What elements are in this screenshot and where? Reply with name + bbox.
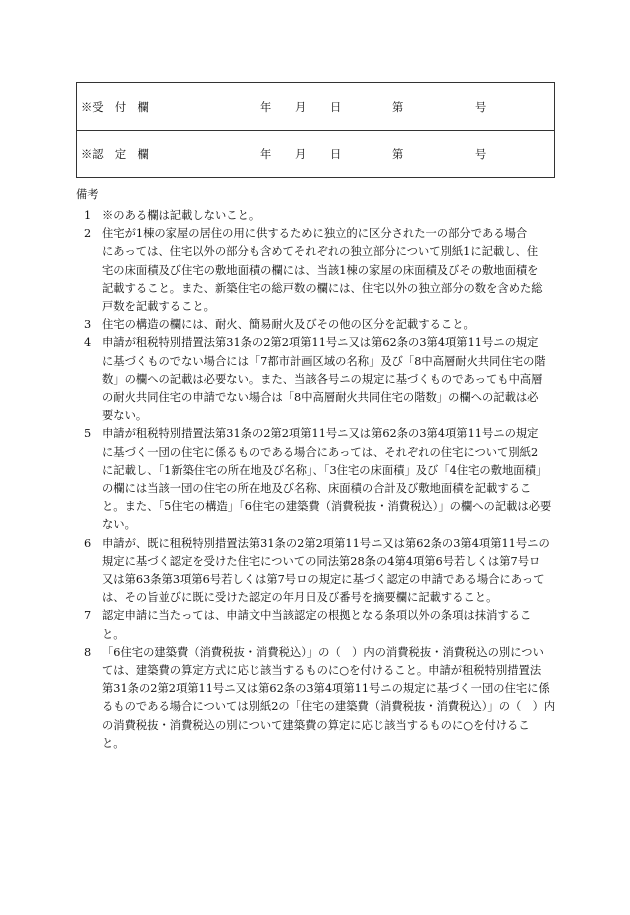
certification-row	[77, 130, 554, 177]
certification-label: ※認 定 欄	[81, 148, 149, 161]
year-label: 年	[260, 100, 272, 114]
number-suffix-label: 号	[475, 148, 487, 161]
day-label: 日	[330, 100, 342, 114]
remark-text: 申請が租税特別措置法第31条の2第2項第11号ニ又は第62条の3第4項第11号ニの規定 に基づくものでない場合には「7都市計画区域の名称」及び「8中高層耐火共同住宅の階 数」の欄への記載は必要ない。また、当該各号ニの規定に基づくものであっても中高層 の耐火共同住宅の申請でない場合は「8中高層耐火共同住宅の階数」の欄への記載は必 要ない。	[102, 336, 546, 423]
reception-label: ※受 付 欄	[81, 100, 149, 114]
remarks-list	[84, 207, 559, 753]
remark-number: 5	[84, 427, 92, 441]
remark-number: 4	[84, 336, 92, 350]
number-suffix-label: 号	[475, 100, 487, 114]
remark-number: 3	[84, 318, 92, 332]
month-label: 月	[295, 100, 307, 114]
remark-item	[84, 334, 559, 425]
remark-item	[84, 316, 559, 334]
year-label: 年	[260, 148, 272, 161]
remarks-title: 備考	[76, 188, 99, 201]
day-label: 日	[330, 148, 342, 161]
remark-item	[84, 535, 559, 608]
remark-item	[84, 225, 559, 316]
number-prefix-label: 第	[392, 100, 404, 114]
remark-text: ※のある欄は記載しないこと。	[102, 209, 261, 222]
remark-text: 「6住宅の建築費（消費税抜・消費税込）」の（ ）内の消費税抜・消費税込の別につい ては、建築費の算定方式に応じ該当するものに○を付けること。申請が租税特別措置法 第31条の2第2項第11号ニ又は第62条の3第4項第11号ニの規定に基づく一団の住宅に係 るものである場合については別紙2の「住宅の建築費（消費税抜・消費税込）」の（ ）内 の消費税抜・消費税込の別について建築費の算定に応じ該当するものに○を付けるこ と。	[102, 645, 556, 750]
remark-item	[84, 607, 559, 643]
reception-row	[77, 83, 554, 130]
remark-item	[84, 644, 559, 753]
remark-item	[84, 207, 559, 225]
remark-text: 住宅の構造の欄には、耐火、簡易耐火及びその他の区分を記載すること。	[102, 318, 475, 332]
remark-text: 住宅が1棟の家屋の居住の用に供するために独立的に区分された一の部分である場合 にあっては、住宅以外の部分も含めてそれぞれの独立部分について別紙1に記載し、住 宅の床面積及び住宅の敷地面積の欄には、当該1棟の家屋の床面積及びその敷地面積を 記載すること。また、新築住宅の総戸数の欄には、住宅以外の独立部分の数を含めた総 戸数を記載すること。	[102, 227, 543, 314]
remark-number: 6	[84, 536, 92, 550]
month-label: 月	[295, 148, 307, 161]
remark-number: 2	[84, 227, 92, 241]
reception-certification-table	[76, 82, 555, 178]
remark-number: 8	[84, 645, 92, 659]
remark-text: 認定申請に当たっては、申請文中当該認定の根拠となる条項以外の条項は抹消するこ と。	[102, 609, 532, 641]
remark-number: 7	[84, 609, 92, 623]
remark-text: 申請が、既に租税特別措置法第31条の2第2項第11号ニ又は第62条の3第4項第11号ニの 規定に基づく認定を受けた住宅についての同法第28条の4第4項第6号若しくは第7号ロ 又は第63条第3項第6号若しくは第7号ロの規定に基づく認定の申請である場合にあって は、その旨並びに既に受けた認定の年月日及び番号を摘要欄に記載すること。	[102, 536, 550, 605]
remark-text: 申請が租税特別措置法第31条の2第2項第11号ニ又は第62条の3第4項第11号ニの規定 に基づく一団の住宅に係るものである場合にあっては、それぞれの住宅について別紙2 に記載し、「1新築住宅の所在地及び名称」、「3住宅の床面積」及び「4住宅の敷地面積」 の欄には当該一団の住宅の所在地及び名称、床面積の合計及び敷地面積を記載するこ と。また、「5住宅の構造」「6住宅の建築費（消費税抜・消費税込）」の欄への記載は必要 ない。	[102, 427, 552, 532]
remark-number: 1	[84, 209, 92, 222]
number-prefix-label: 第	[392, 148, 404, 161]
remark-item	[84, 425, 559, 534]
